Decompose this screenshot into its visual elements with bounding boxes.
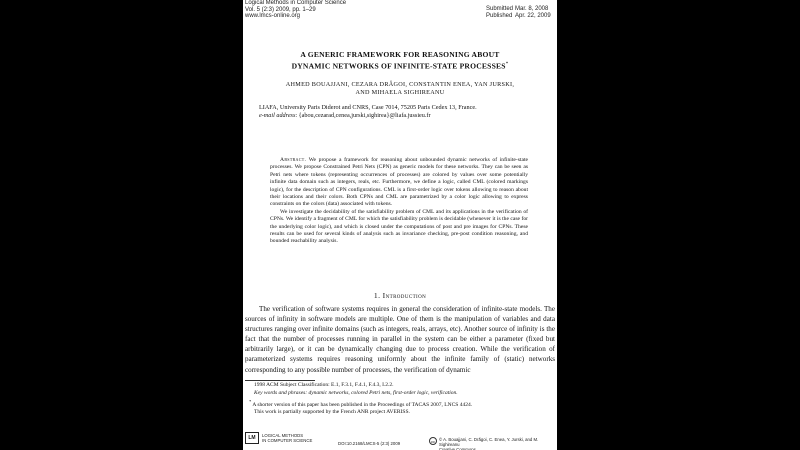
copyright-authors: © A. Bouajjani, C. Drăgoi, C. Enea, Y. Jurski, and M. Sighireanu [439, 437, 539, 447]
abstract-paragraph-2: We investigate the decidability of the satisfiability problem of CML and its applications in the verification of CPNs. We identify a fragment of CML for which the satisfiability problem is decidable (whenever it is the case for the underlying color logic), and which is closed under the computations of post and pre images for CPNs. These results can be used for several kinds of analysis such as invariance checking, pre-post condition reasoning, and bounded reachability analysis. [270, 208, 528, 245]
footnote-shorter-version: A shorter version of this paper has been published in the Proceedings of TACAS 2007, LNCS 4424. [252, 401, 473, 408]
footnote-rule [245, 380, 315, 381]
abstract-paragraph-1: We propose a framework for reasoning about unbounded dynamic networks of infinite-state processes. We propose Constrained Petri Nets (CPN) as generic models for these networks. They can be seen as Petri nets where tokens (representing occurrences of processes) are colored by values over some potentially infinite data domain such as integers, reals, etc. Furthermore, we define a logic, called CML (colored markings logic), for the description of CPN configurations. CML is a first-order logic over tokens allowing to reason about their locations and their colors. Both CPNs and CML are parametrized by a color logic allowing to express constraints on the colors (data) associated with tokens. [270, 157, 528, 208]
journal-website[interactable]: www.lmcs-online.org [245, 13, 301, 19]
footnotes [245, 382, 555, 417]
title-line-2: DYNAMIC NETWORKS OF INFINITE-STATE PROCESSES [291, 61, 506, 71]
journal-volume: Vol. 5 (2:3) 2009, pp. 1–29 [245, 6, 316, 13]
title-footnote-mark: * [505, 62, 509, 67]
journal-header [245, 0, 346, 20]
paper-page [243, 0, 557, 450]
submitted-date: Mar. 8, 2008 [515, 6, 549, 12]
paper-title [243, 50, 557, 72]
authors-line-1: AHMED BOUAJJANI, CEZARA DRĂGOI, CONSTANTIN ENEA, YAN JURSKI, [285, 81, 515, 88]
footnote-support: This work is partially supported by the French ANR project AVERISS. [254, 409, 410, 416]
email-label: e-mail address [259, 112, 296, 119]
lmcs-logo-line-1: LOGICAL METHODS [262, 433, 304, 438]
license-icons [429, 437, 437, 445]
footnote-star: * [249, 398, 252, 404]
introduction-text: The verification of software systems requires in general the consideration of infinite-state models. The sources of infinity in software models are multiple. One of them is the manipulation of variables and data structures ranging over infinite domains (such as integers, reals, arrays, etc). Another source of infinity is the fact that the number of processes running in parallel in the system can be either a parameter (fixed but arbitrarily large), or it can be dynamically changing due to process creation. While the verification of parameterized systems requires reasoning uniformly about the infinite family of (static) networks corresponding to any possible number of processes, the verification of dynamic [245, 305, 555, 374]
journal-name: Logical Methods in Computer Science [245, 0, 347, 6]
acm-classification: 1998 ACM Subject Classification: E.1, F.3.1, F.4.1, F.4.3, I.2.2. [254, 382, 394, 388]
keywords: Key words and phrases: dynamic networks, colored Petri nets, first-order logic, verification. [254, 389, 458, 396]
section-heading-introduction: 1. Introduction [373, 291, 427, 300]
license-label[interactable]: Creative Commons [439, 447, 476, 450]
email-address[interactable]: : {abou,cezarad,cenea,jurski,sighirea}@liafa.jussieu.fr [295, 112, 431, 119]
creative-commons-icon: cc [431, 438, 435, 444]
abstract-label: Abstract. [280, 157, 307, 163]
dates-block [486, 6, 551, 20]
affiliation-block [259, 104, 549, 120]
lmcs-logo-block [245, 432, 312, 444]
copyright-block [439, 437, 557, 450]
title-line-1: A GENERIC FRAMEWORK FOR REASONING ABOUT [300, 50, 500, 59]
authors [243, 81, 557, 97]
authors-line-2: AND MIHAELA SIGHIREANU [355, 89, 445, 96]
lmcs-logo-line-2: IN COMPUTER SCIENCE [262, 438, 313, 443]
published-date: Apr. 22, 2009 [515, 13, 551, 19]
abstract [270, 157, 528, 246]
submitted-label: Submitted [486, 6, 514, 12]
lmcs-logo-icon: LM [245, 432, 259, 444]
published-label: Published [486, 13, 513, 19]
affiliation: LIAFA, University Paris Diderot and CNRS, Case 7014, 75205 Paris Cedex 13, France. [259, 104, 477, 111]
doi[interactable]: DOI:10.2168/LMCS-5 (2:3) 2009 [338, 441, 401, 446]
